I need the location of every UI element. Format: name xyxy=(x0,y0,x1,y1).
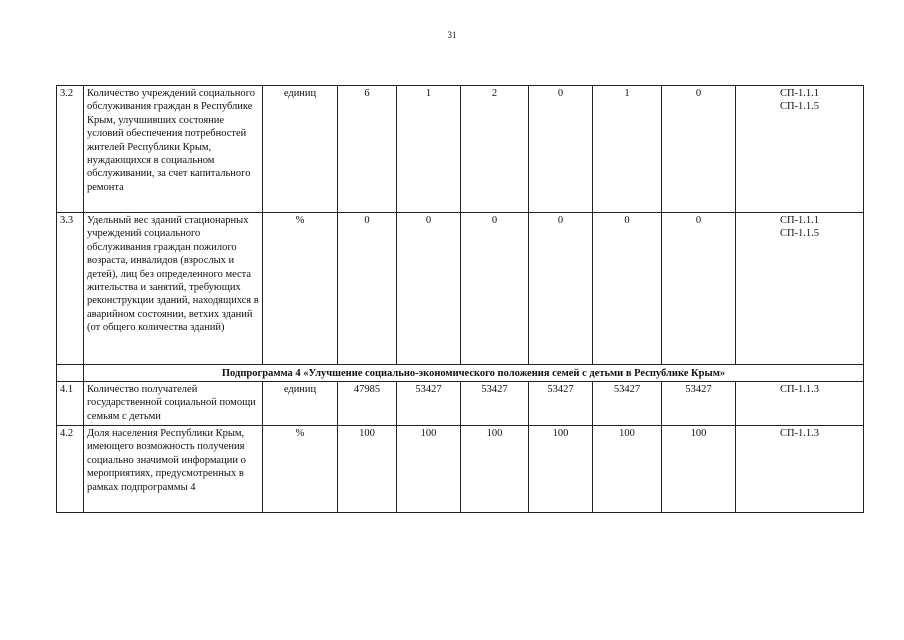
value-cell: 2 xyxy=(461,86,529,213)
row-number: 4.2 xyxy=(57,426,84,513)
code-text: СП-1.1.1 xyxy=(779,88,820,99)
subprogram-title: Подпрограмма 4 «Улучшение социально-экономического положения семей с детьми в Республике Крым» xyxy=(84,365,864,382)
table-row xyxy=(57,213,864,365)
value-cell: 53427 xyxy=(529,382,593,426)
codes-cell xyxy=(736,382,864,426)
value-cell: 6 xyxy=(338,86,397,213)
value-cell: 100 xyxy=(662,426,736,513)
table-row xyxy=(57,86,864,213)
unit-cell: % xyxy=(263,426,338,513)
value-cell: 53427 xyxy=(662,382,736,426)
value-cell: 0 xyxy=(593,213,662,365)
value-cell: 53427 xyxy=(593,382,662,426)
value-cell: 0 xyxy=(662,86,736,213)
value-cell: 0 xyxy=(529,86,593,213)
unit-cell: % xyxy=(263,213,338,365)
unit-cell: единиц xyxy=(263,382,338,426)
indicator-name: Количество получателей государственной социальной помощи семьям с детьми xyxy=(84,382,263,426)
code-text: СП-1.1.3 xyxy=(779,384,820,395)
subprogram-number-cell xyxy=(57,365,84,382)
codes-cell xyxy=(736,86,864,213)
indicator-name: Удельный вес зданий стационарных учреждений социального обслуживания граждан пожилого возраста, инвалидов (взрослых и детей), лиц без определенного места жительства и занятий, требующих реконструкции зданий, находящихся в аварийном состоянии, ветхих зданий (от общего количества зданий) xyxy=(84,213,263,365)
code-text: СП-1.1.3 xyxy=(779,428,820,439)
row-number: 3.2 xyxy=(57,86,84,213)
indicator-name: Количество учреждений социального обслуживания граждан в Республике Крым, улучшивших состояние условий обеспечения потребностей жителей Республики Крым, нуждающихся в социальном обслуживании, за счет капитального ремонта xyxy=(84,86,263,213)
code-text: СП-1.1.5 xyxy=(779,101,820,113)
value-cell: 0 xyxy=(461,213,529,365)
table-row xyxy=(57,426,864,513)
value-cell: 1 xyxy=(593,86,662,213)
value-cell: 0 xyxy=(662,213,736,365)
code-text: СП-1.1.1 xyxy=(779,215,820,226)
row-number: 4.1 xyxy=(57,382,84,426)
table-row xyxy=(57,382,864,426)
value-cell: 100 xyxy=(338,426,397,513)
page-number: 31 xyxy=(447,30,457,40)
value-cell: 47985 xyxy=(338,382,397,426)
value-cell: 100 xyxy=(397,426,461,513)
value-cell: 0 xyxy=(529,213,593,365)
value-cell: 53427 xyxy=(397,382,461,426)
value-cell: 1 xyxy=(397,86,461,213)
codes-cell xyxy=(736,426,864,513)
value-cell: 100 xyxy=(461,426,529,513)
value-cell: 0 xyxy=(338,213,397,365)
indicator-name: Доля населения Республики Крым, имеющего возможность получения социально значимой информации о мероприятиях, предусмотренных в рамках подпрограммы 4 xyxy=(84,426,263,513)
value-cell: 53427 xyxy=(461,382,529,426)
indicators-table xyxy=(56,85,864,513)
value-cell: 100 xyxy=(593,426,662,513)
codes-cell xyxy=(736,213,864,365)
unit-cell: единиц xyxy=(263,86,338,213)
row-number: 3.3 xyxy=(57,213,84,365)
code-text: СП-1.1.5 xyxy=(779,228,820,240)
subprogram-header-row xyxy=(57,365,864,382)
value-cell: 0 xyxy=(397,213,461,365)
value-cell: 100 xyxy=(529,426,593,513)
